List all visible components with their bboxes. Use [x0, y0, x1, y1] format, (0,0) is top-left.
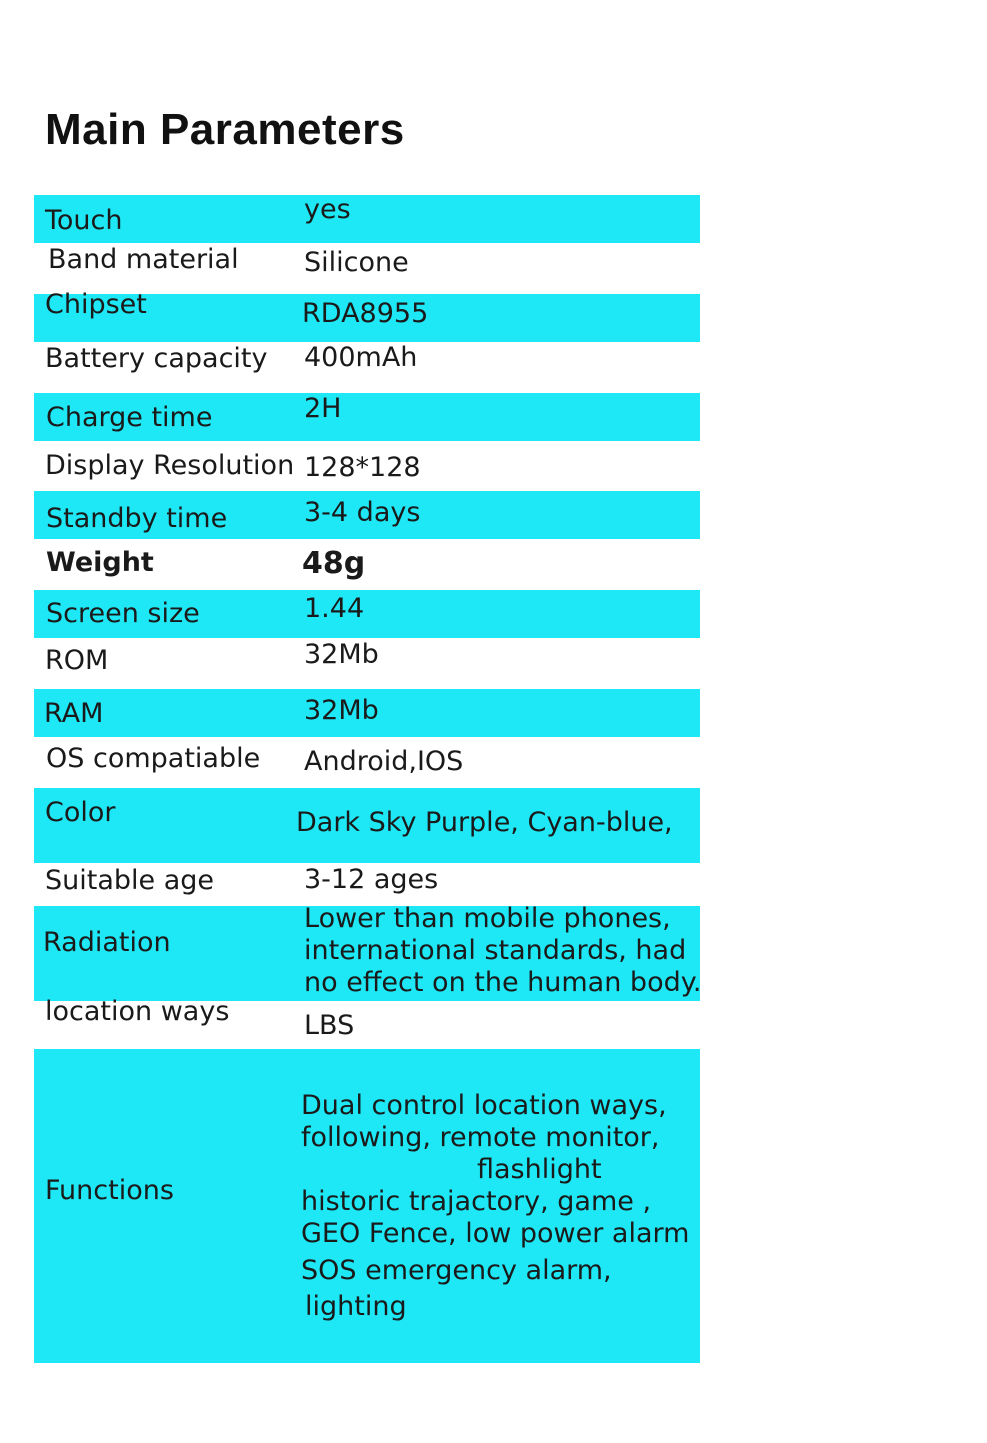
param-value-line: Lower than mobile phones,	[304, 903, 671, 934]
param-row-battery-capacity	[34, 342, 700, 393]
param-label: Touch	[45, 205, 123, 236]
param-value-line: SOS emergency alarm,	[301, 1255, 612, 1286]
param-value: 32Mb	[304, 695, 379, 726]
param-value: yes	[304, 194, 351, 225]
param-row-color	[34, 788, 700, 863]
param-row-weight	[34, 539, 700, 590]
param-label: Weight	[46, 547, 154, 578]
param-label: Color	[45, 797, 116, 828]
param-label: RAM	[44, 698, 104, 729]
param-row-functions	[34, 1049, 700, 1363]
param-row-chipset	[34, 289, 700, 342]
param-row-suitable-age	[34, 863, 700, 906]
param-label: Chipset	[45, 289, 147, 320]
param-label: Band material	[48, 244, 239, 275]
param-value-line: lighting	[305, 1291, 407, 1322]
param-label: Functions	[45, 1175, 174, 1206]
param-value: 3-4 days	[304, 497, 421, 528]
param-label: ROM	[45, 645, 109, 676]
param-row-location-ways	[34, 996, 700, 1049]
parameters-table	[34, 195, 700, 1363]
param-label: Battery capacity	[45, 343, 268, 374]
param-row-display-resolution	[34, 441, 700, 491]
param-value: 32Mb	[304, 639, 379, 670]
param-value-line: flashlight	[477, 1154, 602, 1185]
param-value: Dark Sky Purple, Cyan-blue,	[296, 807, 673, 838]
param-value-line: Dual control location ways,	[301, 1090, 667, 1121]
param-label: Charge time	[46, 402, 213, 433]
param-value: LBS	[304, 1010, 355, 1041]
param-row-band-material	[34, 243, 700, 294]
param-value: 3-12 ages	[304, 864, 439, 895]
param-row-ram	[34, 689, 700, 737]
param-label: Screen size	[46, 598, 200, 629]
param-value-line: historic trajactory, game ,	[301, 1186, 652, 1217]
param-value: 48g	[302, 546, 366, 581]
param-row-standby-time	[34, 491, 700, 539]
param-row-screen-size	[34, 590, 700, 638]
param-row-charge-time	[34, 393, 700, 441]
param-row-radiation	[34, 903, 702, 1001]
param-value	[304, 903, 701, 999]
param-label: Radiation	[43, 927, 171, 958]
param-value: Silicone	[304, 247, 409, 278]
param-row-os-compatible	[34, 737, 700, 788]
param-row-touch	[34, 195, 700, 243]
param-value: 400mAh	[304, 342, 418, 373]
param-value: Android,IOS	[304, 746, 464, 777]
param-label: Suitable age	[45, 865, 215, 896]
param-row-rom	[34, 638, 700, 689]
param-label: OS compatiable	[46, 743, 261, 774]
page-title: Main Parameters	[45, 105, 405, 154]
param-value-line: following, remote monitor,	[301, 1122, 660, 1153]
param-value: 128*128	[304, 452, 421, 483]
param-label: Display Resolution	[45, 450, 295, 481]
param-value: 2H	[304, 393, 342, 424]
param-value-line: international standards, had	[304, 935, 687, 966]
param-value	[301, 1090, 689, 1323]
param-label: Standby time	[46, 503, 228, 534]
param-value-line: no effect on the human body.	[304, 967, 702, 998]
param-value: 1.44	[304, 593, 365, 624]
param-label: location ways	[45, 996, 230, 1027]
param-value-line: GEO Fence, low power alarm	[301, 1218, 690, 1249]
param-value: RDA8955	[302, 298, 429, 329]
